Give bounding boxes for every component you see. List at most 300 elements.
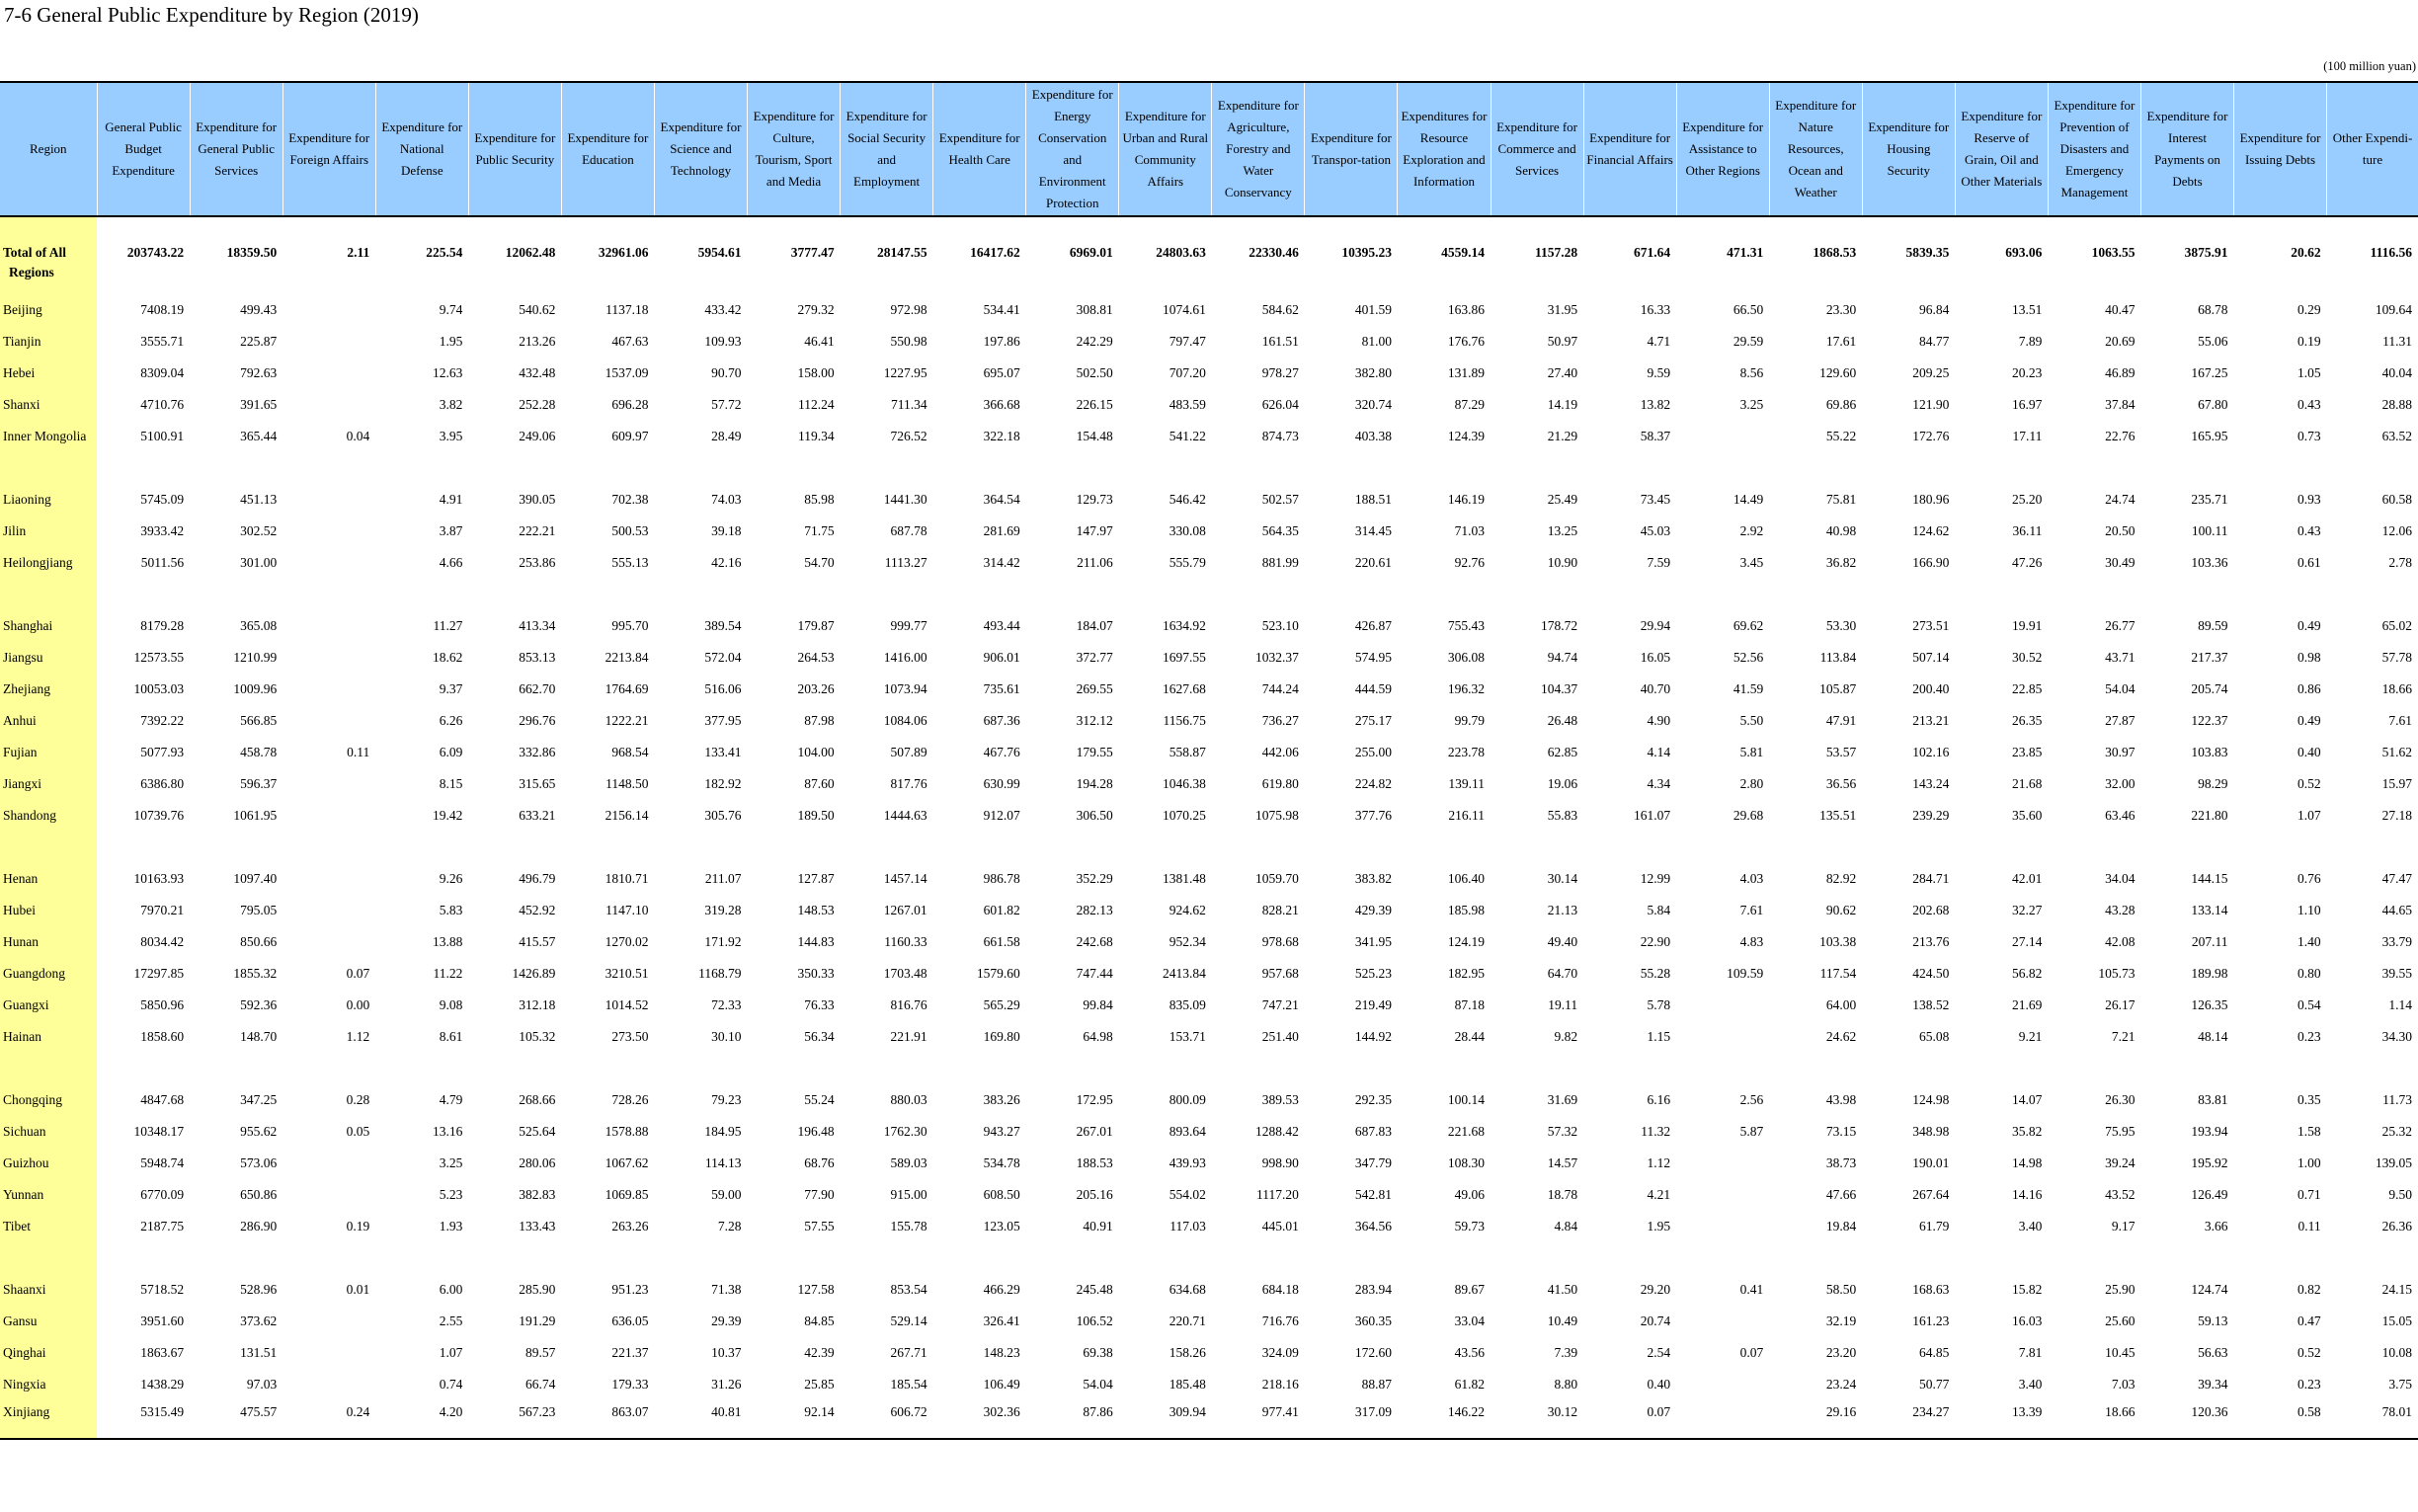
table-cell: 592.36 xyxy=(240,997,278,1012)
table-cell xyxy=(282,1369,375,1400)
empty-cell xyxy=(1212,452,1305,484)
table-cell: 306.08 xyxy=(1447,650,1486,665)
table-cell: 46.89 xyxy=(2105,365,2136,380)
table-cell: 144.83 xyxy=(797,934,835,949)
table-cell: 147.97 xyxy=(1076,523,1113,538)
table-cell: 2.80 xyxy=(1739,776,1764,791)
table-cell: 188.53 xyxy=(1076,1155,1113,1170)
table-cell: 747.44 xyxy=(1076,966,1113,981)
table-cell: 0.47 xyxy=(2297,1313,2321,1328)
table-cell: 8034.42 xyxy=(140,934,185,949)
table-cell: 3951.60 xyxy=(140,1313,185,1328)
column-header: Expenditure for Assistance to Other Regions xyxy=(1676,82,1769,216)
table-cell: 1.93 xyxy=(439,1219,463,1233)
empty-cell xyxy=(1583,265,1676,294)
table-cell: 123.05 xyxy=(983,1219,1020,1233)
empty-cell xyxy=(375,265,468,294)
table-cell: 263.26 xyxy=(611,1219,649,1233)
column-header: Expenditure for General Public Services xyxy=(190,82,282,216)
table-cell: 426.87 xyxy=(1354,618,1392,633)
table-cell: 66.50 xyxy=(1733,302,1764,317)
total-cell: 693.06 xyxy=(2005,245,2043,260)
empty-cell xyxy=(1862,1053,1955,1084)
table-cell: 223.78 xyxy=(1447,745,1486,759)
table-cell xyxy=(282,895,375,926)
table-cell: 216.11 xyxy=(1448,808,1486,823)
table-cell: 104.37 xyxy=(1540,681,1578,696)
empty-cell xyxy=(2048,1053,2140,1084)
table-cell: 39.55 xyxy=(2381,966,2412,981)
column-header: Expenditure for Financial Affairs xyxy=(1583,82,1676,216)
empty-cell xyxy=(1955,579,2048,610)
table-cell: 1416.00 xyxy=(883,650,927,665)
table-cell: 189.98 xyxy=(2191,966,2228,981)
empty-cell xyxy=(1955,452,2048,484)
table-cell: 736.27 xyxy=(1261,713,1299,728)
column-header: Expenditure for National Defense xyxy=(375,82,468,216)
table-cell: 21.13 xyxy=(1547,903,1578,917)
table-cell: 12.06 xyxy=(2381,523,2412,538)
table-cell: 596.37 xyxy=(240,776,278,791)
table-cell: 40.04 xyxy=(2381,365,2412,380)
table-cell: 554.02 xyxy=(1169,1187,1206,1202)
empty-cell xyxy=(2140,452,2233,484)
table-cell: 9.17 xyxy=(2111,1219,2136,1233)
table-cell: 221.91 xyxy=(890,1029,927,1044)
table-cell: 7.03 xyxy=(2111,1377,2136,1392)
empty-cell xyxy=(1305,579,1398,610)
empty-cell xyxy=(190,452,282,484)
column-header: Other Expendi-ture xyxy=(2327,82,2418,216)
empty-cell xyxy=(375,832,468,863)
table-cell: 7.39 xyxy=(1554,1345,1578,1360)
empty-cell xyxy=(654,1053,747,1084)
expenditure-table-container xyxy=(0,81,2418,1440)
table-cell: 48.14 xyxy=(2198,1029,2228,1044)
table-cell: 18.66 xyxy=(2048,1400,2140,1439)
table-cell: 516.06 xyxy=(704,681,742,696)
table-cell: 1703.48 xyxy=(883,966,927,981)
region-name: Inner Mongolia xyxy=(0,421,97,452)
total-cell: 1157.28 xyxy=(1534,245,1578,260)
table-cell: 25.90 xyxy=(2105,1282,2136,1297)
table-cell: 4.71 xyxy=(1647,334,1671,349)
table-cell: 1222.21 xyxy=(604,713,649,728)
empty-cell xyxy=(1305,265,1398,294)
empty-cell xyxy=(841,832,933,863)
table-cell: 7408.19 xyxy=(140,302,185,317)
table-cell: 72.33 xyxy=(711,997,742,1012)
table-cell: 14.57 xyxy=(1547,1155,1578,1170)
table-cell: 69.86 xyxy=(1825,397,1857,412)
table-cell: 103.38 xyxy=(1819,934,1857,949)
table-cell: 4.34 xyxy=(1647,776,1671,791)
table-row xyxy=(0,800,2418,832)
column-header: Expenditure for Urban and Rural Community Affairs xyxy=(1119,82,1212,216)
table-cell: 39.24 xyxy=(2105,1155,2136,1170)
table-cell: 377.76 xyxy=(1354,808,1392,823)
table-cell: 35.60 xyxy=(2012,808,2043,823)
table-cell: 5.81 xyxy=(1739,745,1764,759)
header-row xyxy=(0,82,2418,216)
table-cell: 100.11 xyxy=(2191,523,2228,538)
table-cell: 34.04 xyxy=(2105,871,2136,886)
table-row xyxy=(0,737,2418,768)
empty-cell xyxy=(1212,579,1305,610)
table-cell: 2.92 xyxy=(1739,523,1764,538)
table-cell: 6770.09 xyxy=(140,1187,185,1202)
table-cell: 59.13 xyxy=(2198,1313,2228,1328)
table-cell: 249.06 xyxy=(519,429,556,443)
table-cell: 389.54 xyxy=(704,618,742,633)
table-cell: 502.57 xyxy=(1261,492,1299,507)
empty-cell xyxy=(1955,832,2048,863)
total-cell: 20.62 xyxy=(2291,245,2321,260)
table-cell: 245.48 xyxy=(1076,1282,1113,1297)
empty-cell xyxy=(2048,579,2140,610)
table-cell: 12573.55 xyxy=(133,650,185,665)
table-cell: 0.43 xyxy=(2297,397,2321,412)
table-cell: 167.25 xyxy=(2191,365,2228,380)
empty-cell xyxy=(1583,1053,1676,1084)
table-cell: 0.76 xyxy=(2297,871,2321,886)
table-cell: 64.70 xyxy=(1547,966,1578,981)
table-cell: 40.81 xyxy=(654,1400,747,1439)
empty-cell xyxy=(933,1242,1026,1274)
region-name: Ningxia xyxy=(0,1369,97,1400)
table-cell: 1579.60 xyxy=(976,966,1020,981)
total-cell: 1063.55 xyxy=(2091,245,2136,260)
table-cell: 42.16 xyxy=(711,555,742,570)
empty-cell xyxy=(2048,265,2140,294)
table-cell: 372.77 xyxy=(1076,650,1113,665)
table-cell: 20.74 xyxy=(1640,1313,1671,1328)
table-cell: 43.71 xyxy=(2105,650,2136,665)
empty-cell xyxy=(282,832,375,863)
table-cell: 606.72 xyxy=(841,1400,933,1439)
table-cell xyxy=(1676,1179,1769,1211)
table-cell: 2.54 xyxy=(1647,1345,1671,1360)
table-cell: 332.86 xyxy=(519,745,556,759)
empty-cell xyxy=(1398,1053,1491,1084)
table-row xyxy=(0,1400,2418,1439)
table-cell xyxy=(282,547,375,579)
table-cell: 65.08 xyxy=(1918,1029,1950,1044)
table-cell: 1863.67 xyxy=(140,1345,185,1360)
table-cell: 211.06 xyxy=(1077,555,1113,570)
table-cell: 16.05 xyxy=(1640,650,1671,665)
table-cell: 2213.84 xyxy=(604,650,649,665)
table-cell: 382.83 xyxy=(519,1187,556,1202)
table-cell: 365.08 xyxy=(240,618,278,633)
table-cell: 251.40 xyxy=(1261,1029,1299,1044)
table-cell xyxy=(282,1306,375,1337)
table-cell: 9.59 xyxy=(1647,365,1671,380)
table-cell: 220.71 xyxy=(1169,1313,1206,1328)
table-cell: 493.44 xyxy=(983,618,1020,633)
table-cell: 1858.60 xyxy=(140,1029,185,1044)
empty-cell xyxy=(1212,265,1305,294)
empty-cell xyxy=(1305,452,1398,484)
region-name: Chongqing xyxy=(0,1084,97,1116)
table-cell: 73.45 xyxy=(1640,492,1671,507)
table-cell: 99.79 xyxy=(1454,713,1486,728)
table-cell: 0.05 xyxy=(346,1124,370,1139)
empty-cell xyxy=(2327,265,2418,294)
table-cell: 314.45 xyxy=(1354,523,1392,538)
table-cell: 7.61 xyxy=(1739,903,1764,917)
table-cell: 3.75 xyxy=(2388,1377,2412,1392)
table-cell xyxy=(282,358,375,389)
table-cell: 13.51 xyxy=(2012,302,2043,317)
table-cell: 158.00 xyxy=(797,365,835,380)
table-cell: 286.90 xyxy=(240,1219,278,1233)
table-cell: 952.34 xyxy=(1169,934,1206,949)
empty-cell xyxy=(1398,1242,1491,1274)
total-cell: 2.11 xyxy=(347,245,370,260)
table-cell: 8309.04 xyxy=(140,365,185,380)
table-cell: 5850.96 xyxy=(140,997,185,1012)
table-cell: 131.51 xyxy=(240,1345,278,1360)
empty-cell xyxy=(841,1053,933,1084)
table-cell: 285.90 xyxy=(519,1282,556,1297)
table-row xyxy=(0,926,2418,958)
table-cell: 555.13 xyxy=(611,555,649,570)
empty-cell xyxy=(2140,265,2233,294)
table-cell: 3.40 xyxy=(2018,1219,2043,1233)
table-cell xyxy=(282,610,375,642)
group-separator xyxy=(0,452,2418,484)
table-cell: 9.82 xyxy=(1554,1029,1578,1044)
empty-cell xyxy=(561,265,654,294)
table-cell: 5948.74 xyxy=(140,1155,185,1170)
empty-cell xyxy=(1862,1242,1955,1274)
column-header: Expenditure for Reserve of Grain, Oil and Other Materials xyxy=(1955,82,2048,216)
empty-cell xyxy=(2140,1053,2233,1084)
table-cell: 1438.29 xyxy=(140,1377,185,1392)
table-cell xyxy=(1676,1021,1769,1053)
table-cell: 68.76 xyxy=(804,1155,835,1170)
table-cell: 1156.75 xyxy=(1163,713,1206,728)
table-cell: 364.56 xyxy=(1354,1219,1392,1233)
table-cell: 10163.93 xyxy=(133,871,185,886)
table-cell: 23.30 xyxy=(1825,302,1857,317)
column-header: Expenditure for Issuing Debts xyxy=(2234,82,2327,216)
column-header-region: Region xyxy=(0,82,97,216)
table-cell: 347.79 xyxy=(1354,1155,1392,1170)
empty-cell xyxy=(1769,265,1862,294)
table-cell: 390.05 xyxy=(519,492,556,507)
empty-cell xyxy=(1305,1242,1398,1274)
empty-cell xyxy=(190,265,282,294)
table-row xyxy=(0,705,2418,737)
table-cell: 1067.62 xyxy=(604,1155,649,1170)
table-cell: 55.22 xyxy=(1825,429,1857,443)
region-cell-empty xyxy=(0,452,97,484)
empty-cell xyxy=(1119,832,1212,863)
table-cell: 14.49 xyxy=(1733,492,1764,507)
table-cell: 235.71 xyxy=(2191,492,2228,507)
region-name: Tibet xyxy=(0,1211,97,1242)
table-cell: 3.25 xyxy=(439,1155,463,1170)
table-cell: 1059.70 xyxy=(1255,871,1299,886)
table-cell: 117.03 xyxy=(1169,1219,1206,1233)
table-cell: 0.19 xyxy=(346,1219,370,1233)
table-cell: 507.14 xyxy=(1912,650,1950,665)
table-cell: 19.42 xyxy=(432,808,463,823)
table-cell: 53.57 xyxy=(1825,745,1857,759)
table-cell: 180.96 xyxy=(1912,492,1950,507)
table-cell: 22.85 xyxy=(2012,681,2043,696)
table-cell: 268.66 xyxy=(519,1092,556,1107)
table-cell: 1578.88 xyxy=(604,1124,649,1139)
empty-cell xyxy=(190,1053,282,1084)
table-cell: 153.71 xyxy=(1169,1029,1206,1044)
empty-cell xyxy=(97,1242,190,1274)
table-cell: 50.97 xyxy=(1547,334,1578,349)
table-cell: 184.95 xyxy=(704,1124,742,1139)
table-cell: 56.82 xyxy=(2012,966,2043,981)
table-cell: 20.69 xyxy=(2105,334,2136,349)
table-cell: 0.23 xyxy=(2297,1029,2321,1044)
table-cell: 129.73 xyxy=(1076,492,1113,507)
table-cell: 84.85 xyxy=(804,1313,835,1328)
table-cell: 1046.38 xyxy=(1162,776,1206,791)
table-cell: 523.10 xyxy=(1261,618,1299,633)
table-cell: 64.85 xyxy=(1918,1345,1950,1360)
table-cell: 684.18 xyxy=(1261,1282,1299,1297)
column-header: Expenditure for Education xyxy=(561,82,654,216)
table-cell: 33.79 xyxy=(2381,934,2412,949)
table-cell: 0.00 xyxy=(346,997,370,1012)
table-cell: 2.78 xyxy=(2388,555,2412,570)
table-cell: 200.40 xyxy=(1912,681,1950,696)
table-cell: 4.03 xyxy=(1739,871,1764,886)
table-cell: 296.76 xyxy=(519,713,556,728)
table-cell: 66.74 xyxy=(525,1377,556,1392)
table-cell: 42.08 xyxy=(2105,934,2136,949)
empty-cell xyxy=(561,452,654,484)
table-cell: 1014.52 xyxy=(604,997,649,1012)
table-cell: 275.17 xyxy=(1354,713,1392,728)
table-cell: 28.88 xyxy=(2381,397,2412,412)
table-cell: 124.74 xyxy=(2191,1282,2228,1297)
table-cell: 282.13 xyxy=(1076,903,1113,917)
table-cell: 44.65 xyxy=(2381,903,2412,917)
table-cell: 2.55 xyxy=(439,1313,463,1328)
empty-cell xyxy=(468,1242,561,1274)
table-cell: 108.30 xyxy=(1447,1155,1486,1170)
table-row xyxy=(0,863,2418,895)
empty-cell xyxy=(1583,579,1676,610)
table-cell: 75.95 xyxy=(2105,1124,2136,1139)
empty-cell xyxy=(1862,452,1955,484)
table-cell: 319.28 xyxy=(704,903,742,917)
table-cell: 4.83 xyxy=(1739,934,1764,949)
table-cell: 25.85 xyxy=(804,1377,835,1392)
empty-cell xyxy=(1026,1053,1119,1084)
region-name: Anhui xyxy=(0,705,97,737)
table-cell: 0.41 xyxy=(1739,1282,1764,1297)
table-cell: 67.80 xyxy=(2198,397,2228,412)
table-cell: 92.14 xyxy=(748,1400,841,1439)
table-row xyxy=(0,642,2418,674)
empty-cell xyxy=(375,452,468,484)
table-cell: 77.90 xyxy=(804,1187,835,1202)
table-cell: 2.56 xyxy=(1739,1092,1764,1107)
table-cell: 148.53 xyxy=(797,903,835,917)
empty-cell xyxy=(1491,1242,1583,1274)
table-cell: 1457.14 xyxy=(883,871,927,886)
table-cell: 35.82 xyxy=(2012,1124,2043,1139)
empty-cell xyxy=(1583,1242,1676,1274)
table-cell: 9.37 xyxy=(439,681,463,696)
table-cell: 4710.76 xyxy=(140,397,185,412)
empty-cell xyxy=(1305,832,1398,863)
table-cell: 117.54 xyxy=(1819,966,1857,981)
table-cell: 957.68 xyxy=(1261,966,1299,981)
empty-cell xyxy=(468,579,561,610)
total-cell: 10395.23 xyxy=(1341,245,1392,260)
empty-cell xyxy=(654,1242,747,1274)
table-cell: 89.57 xyxy=(525,1345,556,1360)
table-cell: 3.40 xyxy=(2018,1377,2043,1392)
table-cell: 14.16 xyxy=(2012,1187,2043,1202)
empty-cell xyxy=(841,265,933,294)
table-cell: 10.49 xyxy=(1547,1313,1578,1328)
table-cell: 53.30 xyxy=(1825,618,1857,633)
table-row xyxy=(0,484,2418,516)
table-cell: 662.70 xyxy=(519,681,556,696)
table-cell: 30.52 xyxy=(2012,650,2043,665)
region-cell-empty xyxy=(0,579,97,610)
table-cell xyxy=(282,389,375,421)
empty-cell xyxy=(1769,452,1862,484)
table-row xyxy=(0,958,2418,990)
table-cell xyxy=(1676,1211,1769,1242)
table-cell: 500.53 xyxy=(611,523,649,538)
table-cell: 1.07 xyxy=(2297,808,2321,823)
table-cell: 30.12 xyxy=(1491,1400,1583,1439)
table-cell: 5.23 xyxy=(439,1187,463,1202)
empty-cell xyxy=(2234,265,2327,294)
table-cell: 182.95 xyxy=(1447,966,1486,981)
table-cell: 224.82 xyxy=(1354,776,1392,791)
table-cell: 13.88 xyxy=(432,934,463,949)
table-cell: 1634.92 xyxy=(1162,618,1206,633)
table-cell: 211.07 xyxy=(704,871,742,886)
group-separator xyxy=(0,579,2418,610)
table-cell: 109.59 xyxy=(1727,966,1764,981)
table-cell: 350.33 xyxy=(797,966,835,981)
table-cell: 1627.68 xyxy=(1162,681,1206,696)
table-cell: 5745.09 xyxy=(140,492,185,507)
empty-cell xyxy=(1026,579,1119,610)
table-cell: 61.79 xyxy=(1918,1219,1950,1233)
table-cell: 18.66 xyxy=(2381,681,2412,696)
table-cell: 182.92 xyxy=(704,776,742,791)
table-cell: 24.62 xyxy=(1825,1029,1857,1044)
table-cell: 574.95 xyxy=(1354,650,1392,665)
region-name: Zhejiang xyxy=(0,674,97,705)
table-cell: 1270.02 xyxy=(604,934,649,949)
table-cell: 114.13 xyxy=(704,1155,742,1170)
table-cell: 47.47 xyxy=(2381,871,2412,886)
table-cell: 373.62 xyxy=(240,1313,278,1328)
table-cell: 24.15 xyxy=(2381,1282,2412,1297)
region-name: Hainan xyxy=(0,1021,97,1053)
table-cell: 92.76 xyxy=(1454,555,1486,570)
